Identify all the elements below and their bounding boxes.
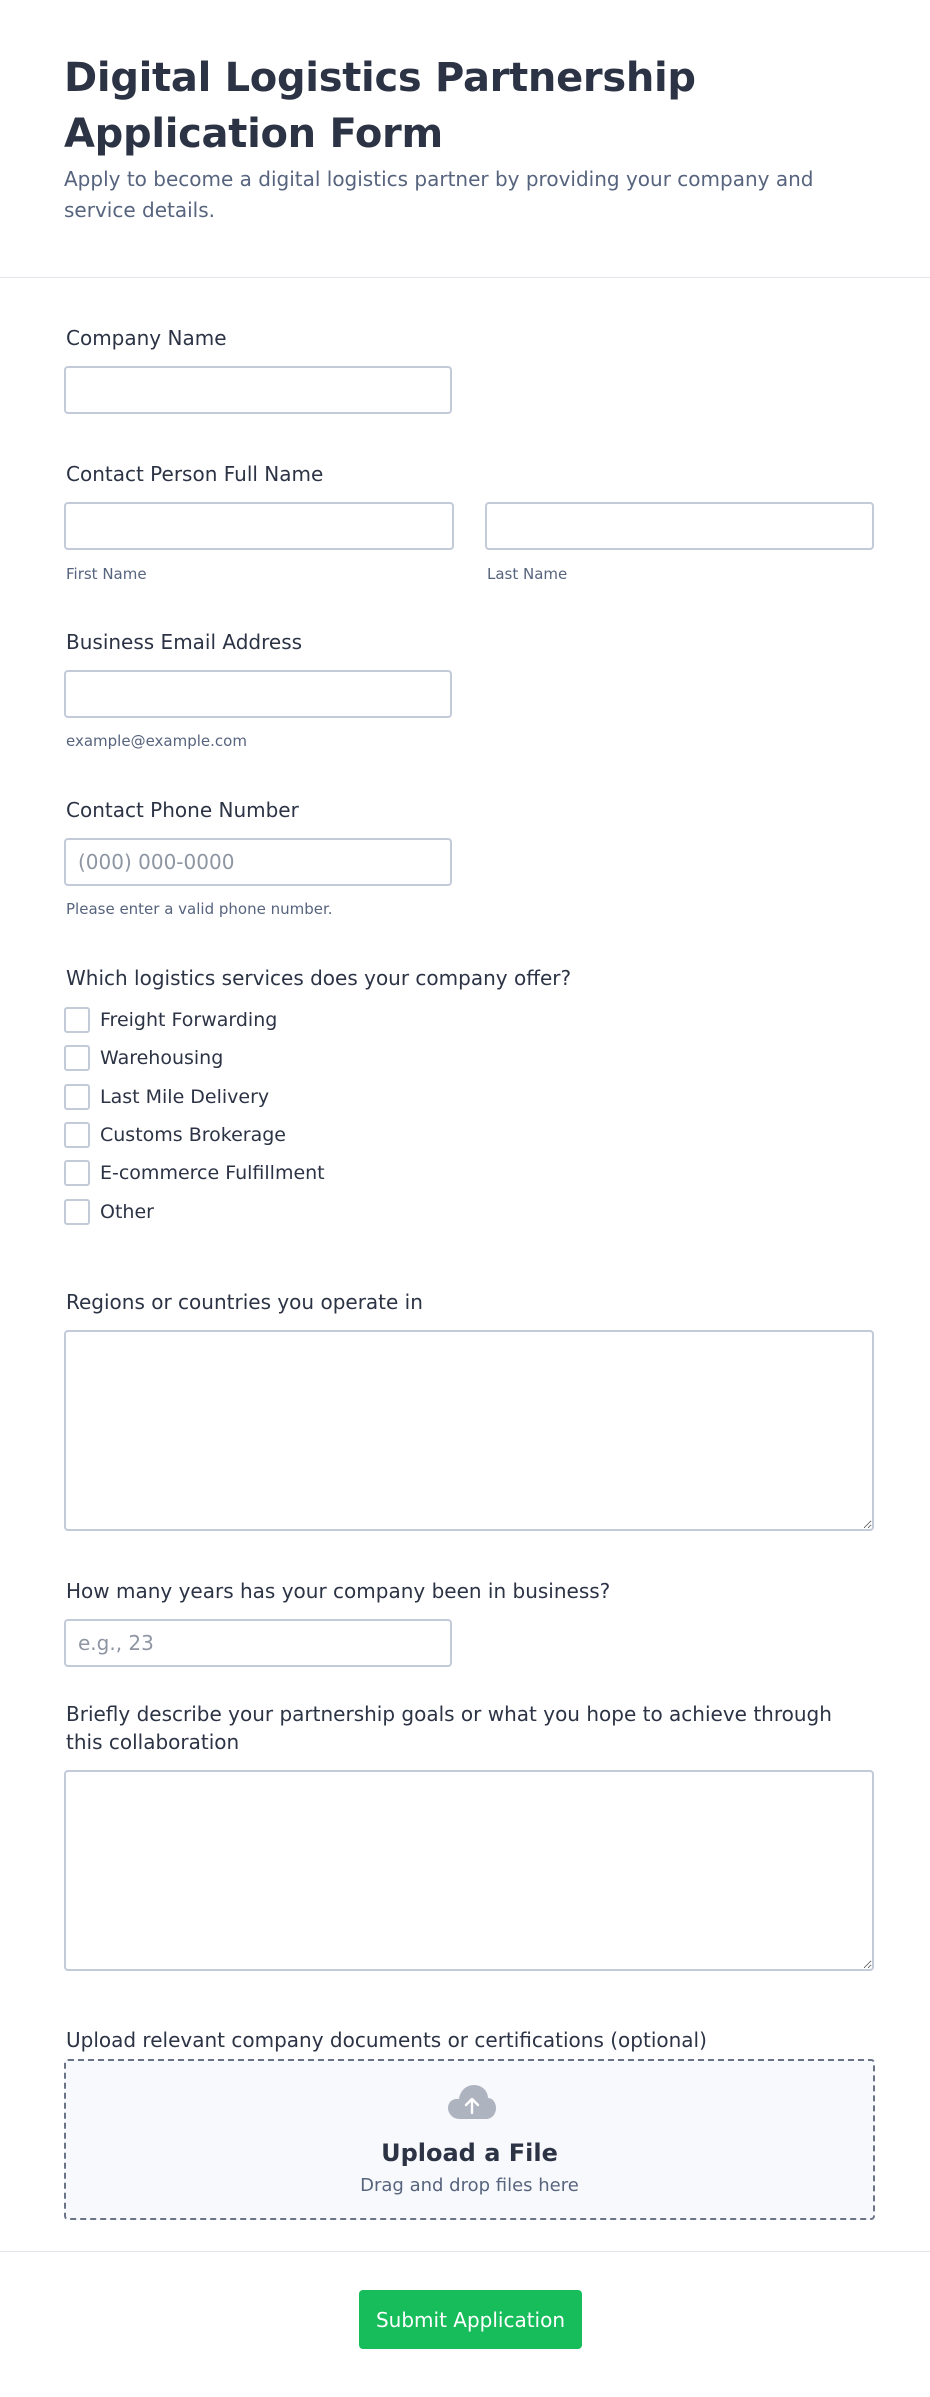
service-option[interactable] — [64, 1084, 269, 1110]
services-label: Which logistics services does your company offer? — [66, 966, 572, 990]
service-option[interactable] — [64, 1045, 223, 1071]
last-name-sublabel: Last Name — [487, 565, 568, 583]
service-option[interactable] — [64, 1122, 286, 1148]
company-name-field — [64, 324, 874, 414]
upload-title: Upload a File — [381, 2139, 558, 2167]
company-name-input[interactable] — [64, 366, 452, 414]
service-option[interactable] — [64, 1160, 325, 1186]
checkbox[interactable] — [64, 1007, 90, 1033]
services-field — [64, 964, 874, 1234]
checkbox[interactable] — [64, 1084, 90, 1110]
upload-hint: Drag and drop files here — [360, 2175, 579, 2196]
application-form — [0, 278, 930, 2251]
service-option-label: Last Mile Delivery — [100, 1086, 270, 1108]
years-input[interactable] — [64, 1619, 452, 1667]
email-label: Business Email Address — [66, 630, 303, 654]
last-name-input[interactable] — [485, 502, 874, 550]
regions-label: Regions or countries you operate in — [66, 1290, 423, 1314]
company-name-label: Company Name — [66, 326, 227, 350]
submit-button[interactable]: Submit Application — [359, 2290, 582, 2349]
form-header — [0, 0, 930, 278]
cloud-upload-icon — [448, 2085, 496, 2121]
goals-field — [64, 1700, 874, 1971]
email-field — [64, 628, 874, 750]
service-option-label: E-commerce Fulfillment — [100, 1162, 325, 1184]
page-title: Digital Logistics Partnership Application Form — [64, 55, 696, 157]
phone-field — [64, 796, 874, 918]
contact-name-field — [64, 460, 874, 583]
service-option[interactable] — [64, 1199, 154, 1225]
form-footer — [0, 2251, 930, 2397]
years-field — [64, 1577, 874, 1667]
service-option-label: Other — [100, 1201, 154, 1223]
checkbox[interactable] — [64, 1199, 90, 1225]
file-upload-dropzone[interactable] — [64, 2059, 875, 2220]
goals-textarea[interactable] — [64, 1770, 874, 1971]
email-input[interactable] — [64, 670, 452, 718]
checkbox[interactable] — [64, 1045, 90, 1071]
regions-textarea[interactable] — [64, 1330, 874, 1531]
service-option-label: Customs Brokerage — [100, 1124, 287, 1146]
first-name-input[interactable] — [64, 502, 454, 550]
upload-field — [64, 2026, 874, 2054]
goals-label: Briefly describe your partnership goals or what you hope to achieve through this collaboration — [66, 1702, 832, 1754]
phone-input[interactable] — [64, 838, 452, 886]
service-option-label: Warehousing — [100, 1047, 224, 1069]
page-subtitle: Apply to become a digital logistics partner by providing your company and service details. — [64, 167, 814, 222]
service-option[interactable] — [64, 1007, 277, 1033]
years-label: How many years has your company been in business? — [66, 1579, 611, 1603]
contact-name-label: Contact Person Full Name — [66, 462, 324, 486]
checkbox[interactable] — [64, 1160, 90, 1186]
first-name-sublabel: First Name — [66, 565, 147, 583]
regions-field — [64, 1288, 874, 1531]
email-sublabel: example@example.com — [66, 732, 247, 750]
phone-sublabel: Please enter a valid phone number. — [66, 900, 333, 918]
upload-label: Upload relevant company documents or certifications (optional) — [66, 2028, 707, 2052]
checkbox[interactable] — [64, 1122, 90, 1148]
service-option-label: Freight Forwarding — [100, 1009, 278, 1031]
phone-label: Contact Phone Number — [66, 798, 299, 822]
